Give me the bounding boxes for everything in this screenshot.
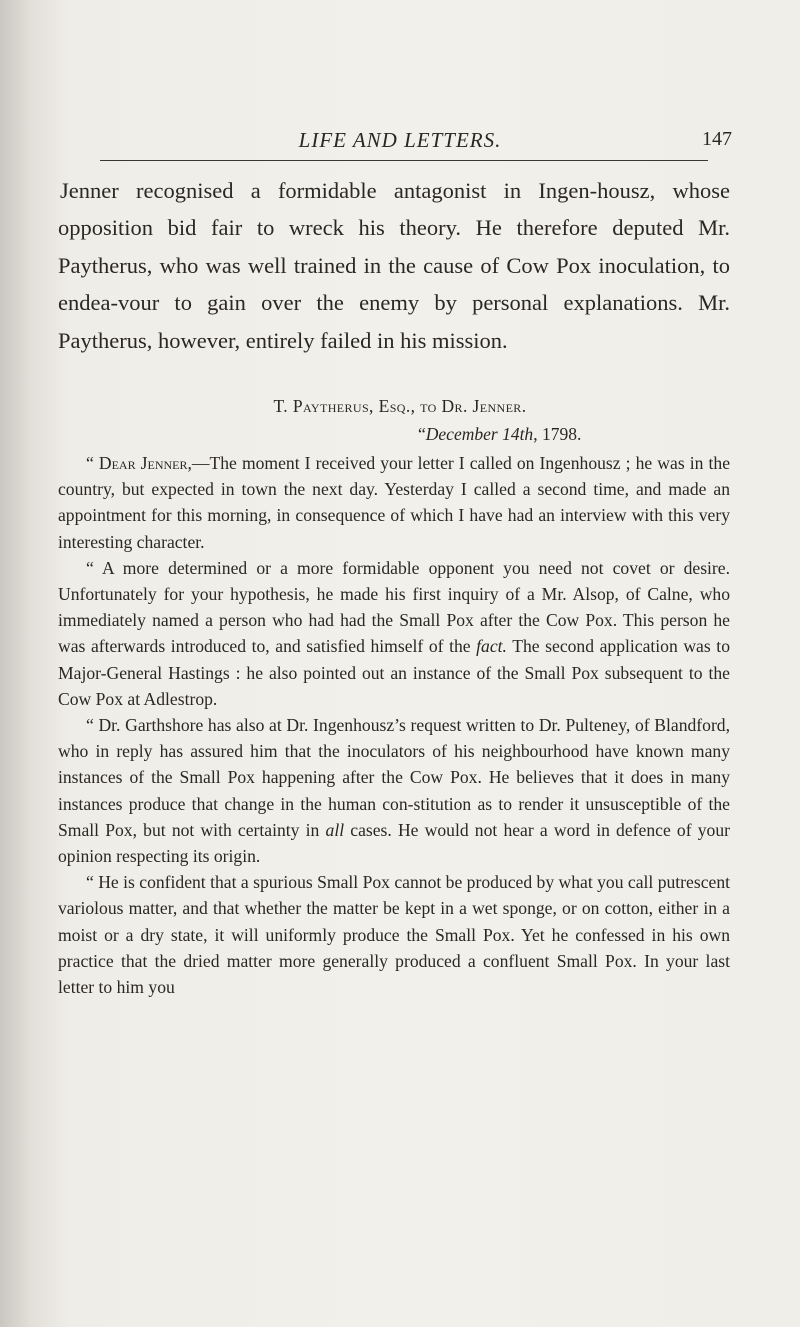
header-rule: [100, 160, 708, 161]
date-quote: “: [418, 424, 426, 444]
intro-paragraph: Jenner recognised a formidable antagonist in Ingen-housz, whose opposition bid fair to wreck his theory. He therefore deputed Mr. Paytherus, who was well trained in the cause of Cow Pox inoculation, to endea-vour to gain over the enemy by personal explanations. Mr. Paytherus, however, entirely failed in his mission.: [58, 178, 730, 353]
letter-heading: T. Paytherus, Esq., to Dr. Jenner.: [273, 396, 527, 416]
letter-paragraph-4: “ He is confident that a spurious Small Pox cannot be produced by what you call putrescent variolous matter, and that whether the matter be kept in a wet sponge, or on cotton, either in a moist or a dry state, it will uniformly produce the Small Pox. Yet he confessed in his own practice that the dried matter more generally produced a confluent Small Pox. In your last letter to him you: [58, 872, 730, 998]
paragraph-2-text-b: The second application was to Major-General Hastings : he also pointed out an instance of the Small Pox subsequent to the Cow Pox at Adlestrop.: [58, 636, 730, 709]
page-number: 147: [702, 128, 732, 150]
letter-body: [58, 450, 730, 1000]
date-year: , 1798.: [533, 424, 582, 444]
letter-paragraph-1: [58, 450, 730, 555]
letter-paragraph-3: [58, 712, 730, 869]
paragraph-3-text-b: cases. He would not hear a word in defence of your opinion respecting its origin.: [58, 819, 730, 867]
paragraph-3-text-a: “ Dr. Garthshore has also at Dr. Ingenhousz’s request written to Dr. Pulteney, of Blandford, who in reply has assured him that the inoculators of his neighbourhood have known many instances of the Small Pox happening after the Cow Pox. He believes that it does in many instances produce that change in the human con-stitution as to render it unsusceptible of the Small Pox, but not with certainty in: [58, 715, 730, 840]
paragraph-3-italic: all: [325, 819, 345, 840]
paragraph-1-text: —The moment I received your letter I called on Ingenhousz ; he was in the country, but expected in town the next day. Yesterday I called a second time, and made an appointment for this morning, in consequence of which I have had an interview with this very interesting character.: [58, 453, 730, 552]
running-title: LIFE AND LETTERS.: [298, 128, 502, 152]
letter-date: [418, 424, 581, 445]
date-month: December: [425, 424, 498, 444]
salutation: “ Dear Jenner,: [86, 453, 192, 473]
paragraph-2-italic: fact.: [476, 636, 507, 657]
page-header: [60, 128, 740, 158]
paragraph-2-text-a: “ A more determined or a more formidable opponent you need not covet or desire. Unfortunately for your hypothesis, he made his first inquiry of a Mr. Alsop, of Calne, who immediately named a person who had had the Small Pox after the Cow Pox. This person he was afterwards introduced to, and satisfied himself of the: [58, 557, 730, 657]
date-day: 14th: [502, 424, 534, 444]
letter-paragraph-2: [58, 555, 730, 712]
